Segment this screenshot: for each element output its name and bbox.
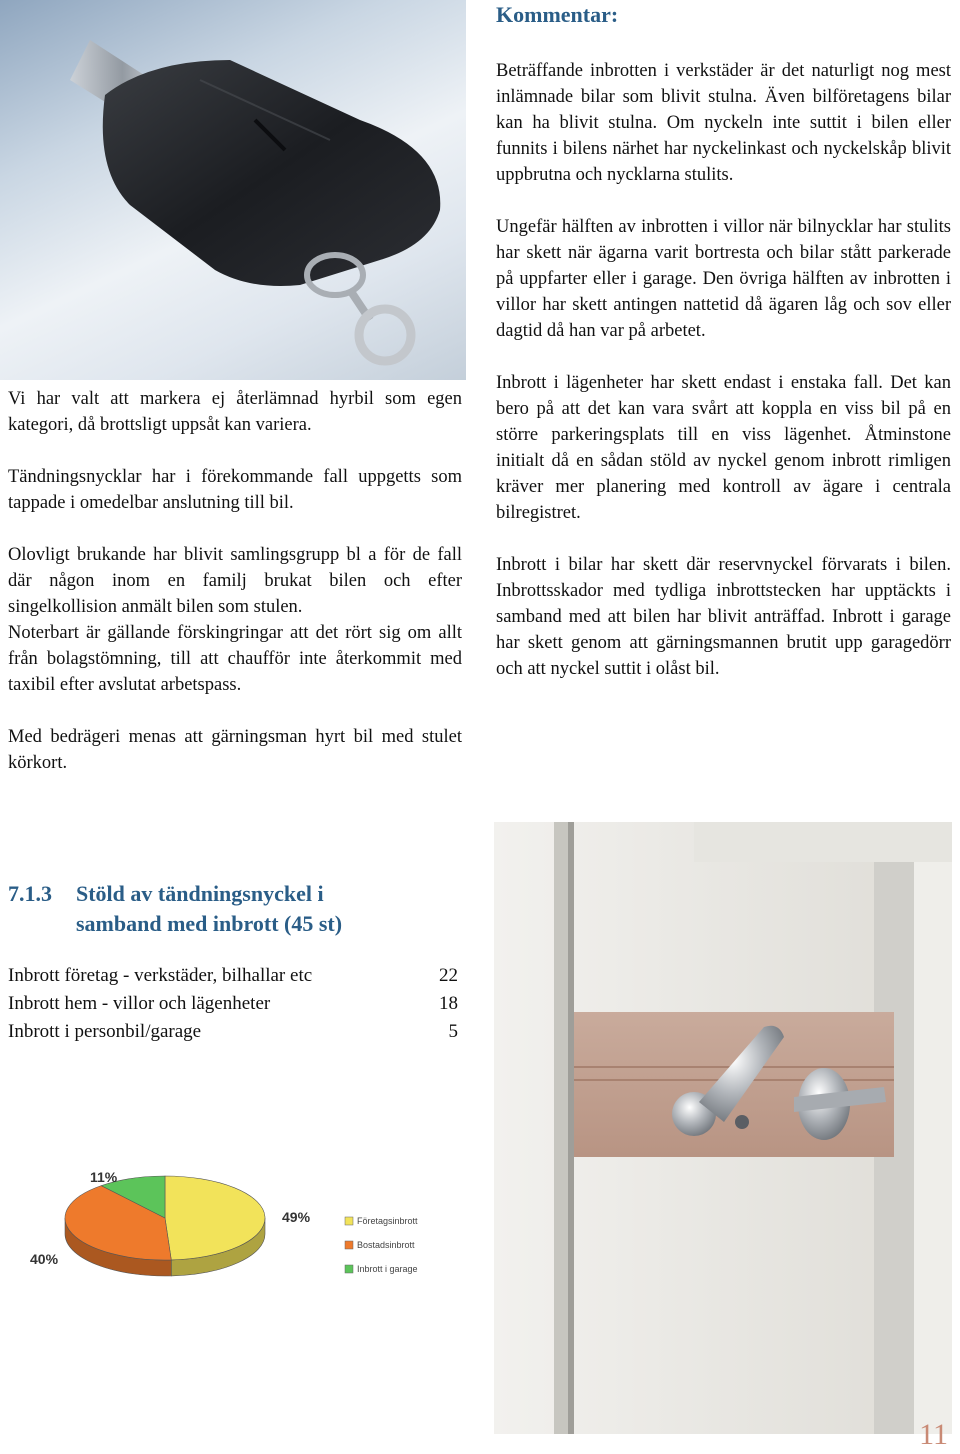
section-title-line2: samband med inbrott (45 st) [76,911,343,936]
page-number: 11 [919,1418,948,1451]
paragraph-olovligt-brukande: Olovligt brukande har blivit samlingsgrupp bl a för de fall där någon inom en familj brukat bilen och efter singelkollision anmält bilen som stulen. [8,545,462,617]
section-number: 7.1.3 [8,881,52,906]
paragraph-verkstader: Beträffande inbrotten i verkstäder är det naturligt nog mest inlämnade bilar som blivit stulna. Även bilföretagens bilar kan ha blivit stulna. Om nyckeln inte suttit i bilen eller funnits i bilens närhet har nyckelinkast och nyckelskåp blivit uppbrutna och nycklarna stulits. [496,61,951,185]
safe-lock-photo [494,822,952,1434]
paragraph-villor: Ungefär hälften av inbrotten i villor när bilnycklar har stulits har skett när ägarna varit bortresta och bilar stått parkerade på uppfarter eller i garage. Den övriga hälften av inbrotten i villor har skett antingen nattetid då ägaren låg och sov eller dagtid då han var på arbetet. [496,217,951,341]
car-key-illustration [0,0,466,380]
stat-value: 22 [439,965,458,986]
legend-swatch [345,1265,353,1273]
stats-list [8,962,458,1046]
paragraph-lagenheter: Inbrott i lägenheter har skett endast i enstaka fall. Det kan bero på att det kan vara svårt att koppla en viss bil på en större parkeringsplats till en viss lägenhet. Åtminstone initialt då en sådan stöld av nyckel genom inbrott rimligen kräver mer planering med kontroll av ägare i centrala bilregistret. [496,373,951,523]
stat-value: 5 [448,1021,458,1042]
stat-label: Inbrott i personbil/garage [8,1021,202,1042]
paragraph-bedrageri: Med bedrägeri menas att gärningsman hyrt bil med stulet körkort. [8,727,462,773]
pie-chart-svg [20,1160,480,1290]
pie-chart [20,1160,480,1290]
pie-percent-label: 49% [282,1209,311,1225]
section-heading [8,879,478,939]
paragraph-hyrbil: Vi har valt att markera ej återlämnad hyrbil som egen kategori, då brottsligt uppsåt kan variera. [8,389,462,435]
left-column [8,386,462,776]
legend-label: Bostadsinbrott [357,1240,415,1250]
stat-label: Inbrott företag - verkstäder, bilhallar etc [8,965,313,986]
stat-row [8,1018,458,1046]
pie-percent-label: 40% [30,1251,59,1267]
paragraph-tandningsnycklar: Tändningsnycklar har i förekommande fall uppgetts som tappade i omedelbar anslutning till bil. [8,467,462,513]
legend-swatch [345,1241,353,1249]
paragraph-bilar-garage: Inbrott i bilar har skett där reservnyckel förvarats i bilen. Inbrottsskador med tydliga inbrottstecken har upptäckts i samband med att bilen har blivit anträffad. Inbrott i garage har skett genom att gärningsmannen brutit upp garagedörr och att nyckel suttit i olåst bil. [496,555,951,679]
legend-label: Företagsinbrott [357,1216,418,1226]
stat-row [8,962,458,990]
safe-lock-illustration [494,822,952,1434]
stat-label: Inbrott hem - villor och lägenheter [8,993,271,1014]
car-key-photo [0,0,466,380]
pie-percent-label: 11% [90,1169,118,1185]
right-column [496,58,951,682]
stat-value: 18 [439,993,458,1014]
paragraph-forskingringar: Noterbart är gällande förskingringar att det rört sig om allt från bolagstömning, till att chaufför inte återkommit med taxibil efter avslutat arbetspass. [8,623,462,695]
section-title-line1: Stöld av tändningsnyckel i [76,881,324,906]
stat-row [8,990,458,1018]
legend-label: Inbrott i garage [357,1264,418,1274]
comment-heading: Kommentar: [496,2,619,27]
legend-swatch [345,1217,353,1225]
